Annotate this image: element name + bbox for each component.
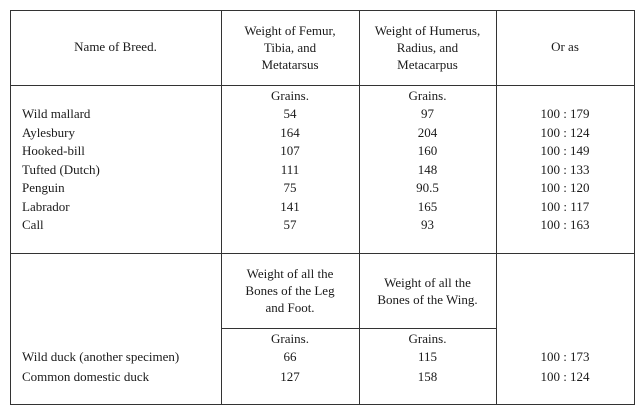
wing-weight-value: 97	[421, 106, 434, 121]
leg-weight-value: 75	[283, 180, 297, 195]
ratio-value: 100 : 173	[540, 349, 590, 364]
units-grains-col2: Grains.	[408, 88, 447, 103]
ratio-value: 100 : 149	[540, 143, 590, 158]
units-grains-col2-section2: Grains.	[408, 331, 447, 346]
header-wing-bones-weight: Weight of all the Bones of the Wing.	[377, 275, 478, 307]
ratio-value: 100 : 124	[540, 368, 590, 384]
header-humerus-weight: Weight of Humerus, Radius, and Metacarpus	[374, 23, 481, 72]
wing-weight-value: 165	[417, 198, 438, 214]
breed-name: Wild duck (another specimen)	[22, 349, 180, 364]
breed-name: Call	[22, 217, 44, 232]
ratio-value: 100 : 179	[540, 106, 590, 121]
header-name-of-breed: Name of Breed.	[74, 39, 157, 54]
ratio-value: 100 : 163	[540, 217, 590, 232]
breed-name: Aylesbury	[22, 124, 75, 140]
leg-weight-value: 54	[283, 106, 297, 121]
leg-weight-value: 57	[283, 217, 297, 232]
border-left	[10, 10, 11, 405]
breed-name: Common domestic duck	[22, 368, 150, 384]
header-leg-bones-weight: Weight of all the Bones of the Leg and Foot.	[245, 266, 335, 315]
breed-name: Hooked-bill	[22, 143, 85, 158]
border-bottom	[10, 404, 634, 405]
wing-weight-value: 148	[417, 161, 438, 177]
leg-weight-value: 111	[280, 161, 300, 177]
header-femur-weight: Weight of Femur, Tibia, and Metatarsus	[244, 23, 336, 72]
leg-weight-value: 66	[283, 349, 297, 364]
breed-name: Penguin	[22, 180, 65, 195]
wing-weight-value: 90.5	[416, 180, 439, 195]
ratio-value: 100 : 117	[540, 198, 590, 214]
border-right	[634, 10, 635, 405]
breed-name: Wild mallard	[22, 106, 91, 121]
ratio-value: 100 : 124	[540, 124, 590, 140]
wing-weight-value: 160	[417, 143, 438, 158]
wing-weight-value: 115	[417, 349, 438, 364]
leg-weight-value: 141	[280, 198, 300, 214]
wing-weight-value: 204	[417, 124, 438, 140]
wing-weight-value: 158	[417, 368, 438, 384]
ratio-value: 100 : 133	[540, 161, 590, 177]
breed-name: Labrador	[22, 198, 70, 214]
units-grains-col1: Grains.	[271, 88, 309, 103]
leg-weight-value: 164	[280, 124, 300, 140]
border-top	[10, 10, 634, 11]
ratio-value: 100 : 120	[540, 180, 590, 195]
leg-weight-value: 107	[280, 143, 300, 158]
units-grains-col1-section2: Grains.	[271, 331, 309, 346]
leg-weight-value: 127	[280, 368, 300, 384]
header-or-as: Or as	[551, 39, 579, 54]
breed-name: Tufted (Dutch)	[22, 161, 100, 177]
wing-weight-value: 93	[421, 217, 434, 232]
border-section-divider	[10, 253, 634, 254]
border-header1-bottom	[10, 85, 634, 86]
